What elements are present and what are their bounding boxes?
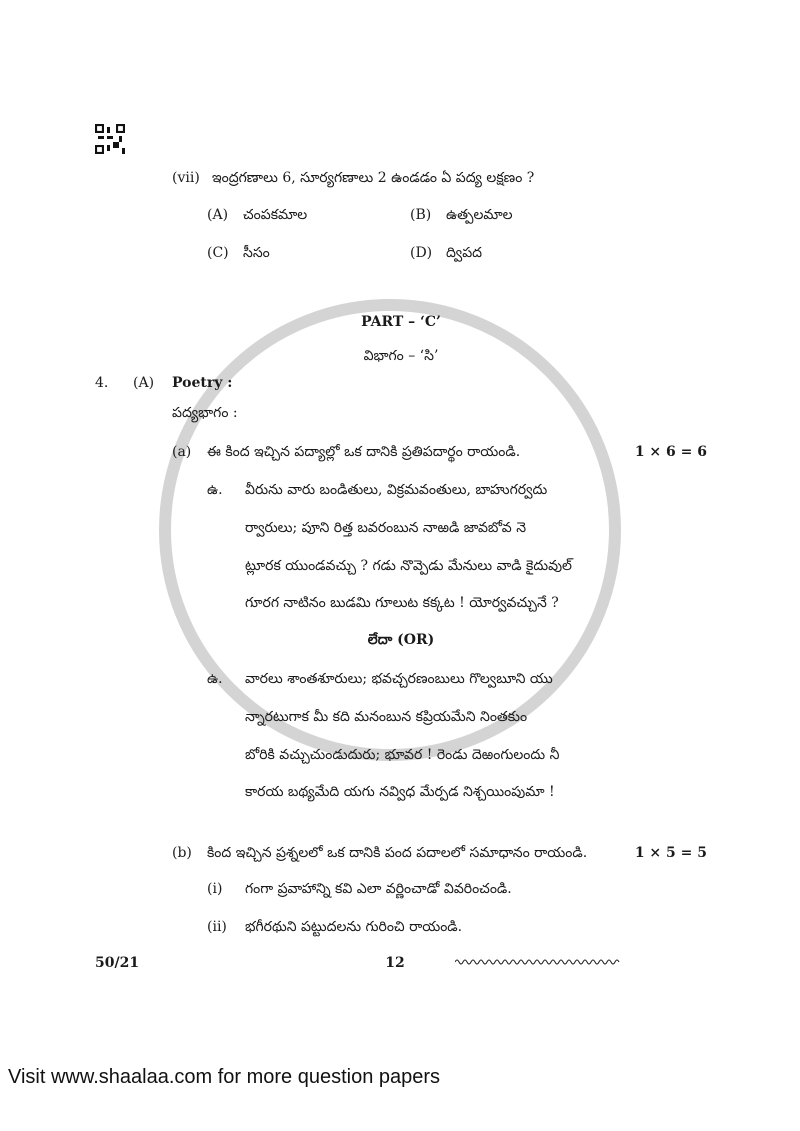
item-number: (ii) (207, 919, 227, 935)
wavy-line-divider (455, 957, 623, 967)
poem-mark: ఉ. (207, 482, 223, 498)
marks: 1 × 6 = 6 (634, 444, 707, 460)
question-text: ఇంద్రగణాలు 6, సూర్యగణాలు 2 ఉండడం ఏ పద్య లక్షణం ? (212, 170, 535, 186)
poem-line-row (95, 670, 707, 708)
poem-line-row (95, 594, 707, 631)
section-heading-telugu-row (95, 404, 707, 443)
part-title-telugu-row (95, 347, 707, 374)
poem-line: వారలు శాంతశూరులు; భవచ్చరణంబులు గొల్వబూని యు (245, 671, 553, 687)
subquestion-a (95, 443, 707, 481)
poem-line-row (95, 746, 707, 783)
poem-line: కారయ బథ్యమేది యగు నవ్విధ మేర్పడ నిశ్చయింపుమా ! (245, 784, 555, 800)
section-label: (A) (133, 375, 155, 391)
item-text: భగీరథుని పట్టుదలను గురించి రాయండి. (245, 919, 463, 935)
option-text: సీసం (243, 245, 270, 261)
options-row (95, 206, 707, 244)
question-number: (vii) (172, 170, 200, 186)
subitem-row (95, 918, 707, 954)
option-key: (B) (410, 207, 432, 223)
poem-line: గూరగ నాటినం బుడమి గూలుట కక్కట ! యోర్వవచ్చునే ? (245, 595, 559, 611)
poem-line: న్నారటుగాక మీ కది మనంబున కప్రియమేని నింతకుం (245, 709, 528, 725)
poem-line-row (95, 783, 707, 844)
part-title-row (95, 313, 707, 347)
question-vii (95, 169, 707, 206)
item-text: గంగా ప్రవాహాన్ని కవి ఎలా వర్ణించాడో వివరించండి. (245, 881, 512, 897)
option-key: (C) (207, 245, 229, 261)
item-number: (i) (207, 881, 223, 897)
option-key: (D) (410, 245, 433, 261)
page-number: 12 (385, 955, 405, 971)
marks: 1 × 5 = 5 (634, 845, 707, 861)
part-title: PART – ‘C’ (361, 314, 441, 330)
subitem-row (95, 880, 707, 918)
subquestion-b (95, 844, 707, 880)
poem-line: వీరును వారు బండితులు, విక్రమవంతులు, బాహుగర్వదు (245, 482, 548, 498)
paper-code: 50/21 (95, 955, 140, 971)
exam-content (95, 169, 707, 974)
option-text: ద్విపద (446, 245, 483, 261)
poem-line: ర్వారులు; పూని రిత్త బవరంబున నాఱడి జావబోవ నె (245, 520, 527, 536)
question-4-header (95, 374, 707, 404)
option-key: (A) (207, 207, 229, 223)
subquestion-text: ఈ కింద ఇచ్చిన పద్యాల్లో ఒక దానికి ప్రతిపదార్థం రాయండి. (207, 444, 521, 460)
part-title-telugu: విభాగం – ‘సి’ (363, 348, 439, 364)
promo-banner[interactable]: Visit www.shaalaa.com for more question papers (8, 1066, 441, 1088)
poem-line-row (95, 557, 707, 594)
section-heading: Poetry : (172, 375, 233, 391)
poem-line-row (95, 519, 707, 557)
qr-code-icon (95, 124, 125, 154)
or-row (95, 631, 707, 670)
option-text: చంపకమాల (243, 207, 308, 223)
poem-line-row (95, 481, 707, 519)
section-heading-telugu: పద్యభాగం : (172, 405, 238, 421)
subquestion-text: కింద ఇచ్చిన ప్రశ్నలలో ఒక దానికి పంద పదాలలో సమాధానం రాయండి. (207, 845, 588, 861)
poem-line: ట్లూరక యుండవచ్చు ? గడు నొవ్పెడు మేనులు వాడి కైదువుల్ (245, 558, 572, 574)
poem-mark: ఉ. (207, 671, 223, 687)
option-text: ఉత్పలమాల (446, 207, 513, 223)
subquestion-label: (a) (172, 444, 192, 460)
question-number: 4. (95, 375, 109, 391)
or-label: లేదా (OR) (367, 632, 435, 648)
poem-line-row (95, 708, 707, 746)
subquestion-label: (b) (172, 845, 192, 861)
page-footer (95, 954, 707, 974)
poem-line: బోరికి వచ్చుచుండుదురు; భూవర ! రెండు దెఱంగులందు నీ (245, 747, 560, 763)
options-row (95, 244, 707, 313)
